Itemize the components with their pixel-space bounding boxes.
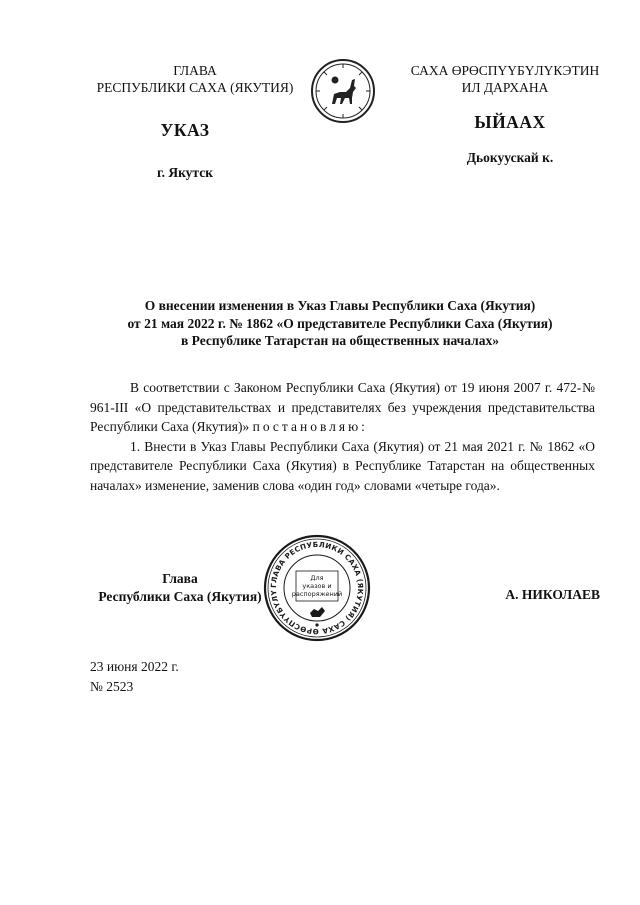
city-right: Дьокуускай к. xyxy=(466,150,554,165)
header-right-line1: САХА ӨРӨСПҮҮБҮЛҮКЭТИН xyxy=(410,63,600,78)
document-title xyxy=(90,297,590,350)
seal-inner-line2: указов и xyxy=(302,582,332,590)
header-left xyxy=(60,62,330,96)
paragraph-1-text: В соответствии с Законом Республики Саха (Якутия) от 19 июня 2007 г. 472-№ 961-III «О представительствах и представителях без учреждения представительства Республики Саха (Якутия)» xyxy=(90,380,595,434)
doc-type-left: УКАЗ xyxy=(160,120,210,140)
header-left-line1: ГЛАВА xyxy=(173,63,217,78)
title-line2: от 21 мая 2022 г. № 1862 «О представителе Республики Саха (Якутия) xyxy=(127,315,553,331)
header-right-line2: ИЛ ДАРХАНА xyxy=(461,80,549,95)
signatory-name: А. НИКОЛАЕВ xyxy=(505,587,600,602)
signatory-position xyxy=(90,570,270,605)
document-number: № 2523 xyxy=(90,679,134,694)
header-left-line2: РЕСПУБЛИКИ САХА (ЯКУТИЯ) xyxy=(96,80,294,95)
title-line1: О внесении изменения в Указ Главы Республики Саха (Якутия) xyxy=(144,298,536,313)
official-seal-stamp xyxy=(262,533,372,643)
coat-of-arms-emblem-icon xyxy=(310,58,376,124)
title-line3: в Республике Татарстан на общественных началах» xyxy=(180,333,499,348)
doc-type-right: ЫЙААХ xyxy=(474,112,546,132)
seal-inner-line3: распоряжений xyxy=(291,590,343,598)
header-right xyxy=(385,62,625,96)
signatory-position-line2: Республики Саха (Якутия) xyxy=(98,588,262,604)
resolve-word: постановляю: xyxy=(252,419,368,434)
body-paragraph-1 xyxy=(90,378,595,437)
document-date-number xyxy=(90,657,179,697)
city-left: г. Якутск xyxy=(156,165,213,180)
document-date: 23 июня 2022 г. xyxy=(90,659,179,674)
signatory-position-line1: Глава xyxy=(162,571,198,586)
seal-inner-line1: Для xyxy=(310,574,324,582)
seal-ring-text: ГЛАВА РЕСПУБЛИКИ САХА (ЯКУТИЯ) САХА ӨРӨСПҮҮБҮЛҮ xyxy=(268,539,366,637)
document-body xyxy=(90,378,595,495)
body-paragraph-2: 1. Внести в Указ Главы Республики Саха (Якутия) от 21 мая 2021 г. № 1862 «О представителе Республики Саха (Якутия) в Республике Татарстан на общественных началах» изменение, заменив слова «один год» словами «четыре года». xyxy=(90,438,595,493)
